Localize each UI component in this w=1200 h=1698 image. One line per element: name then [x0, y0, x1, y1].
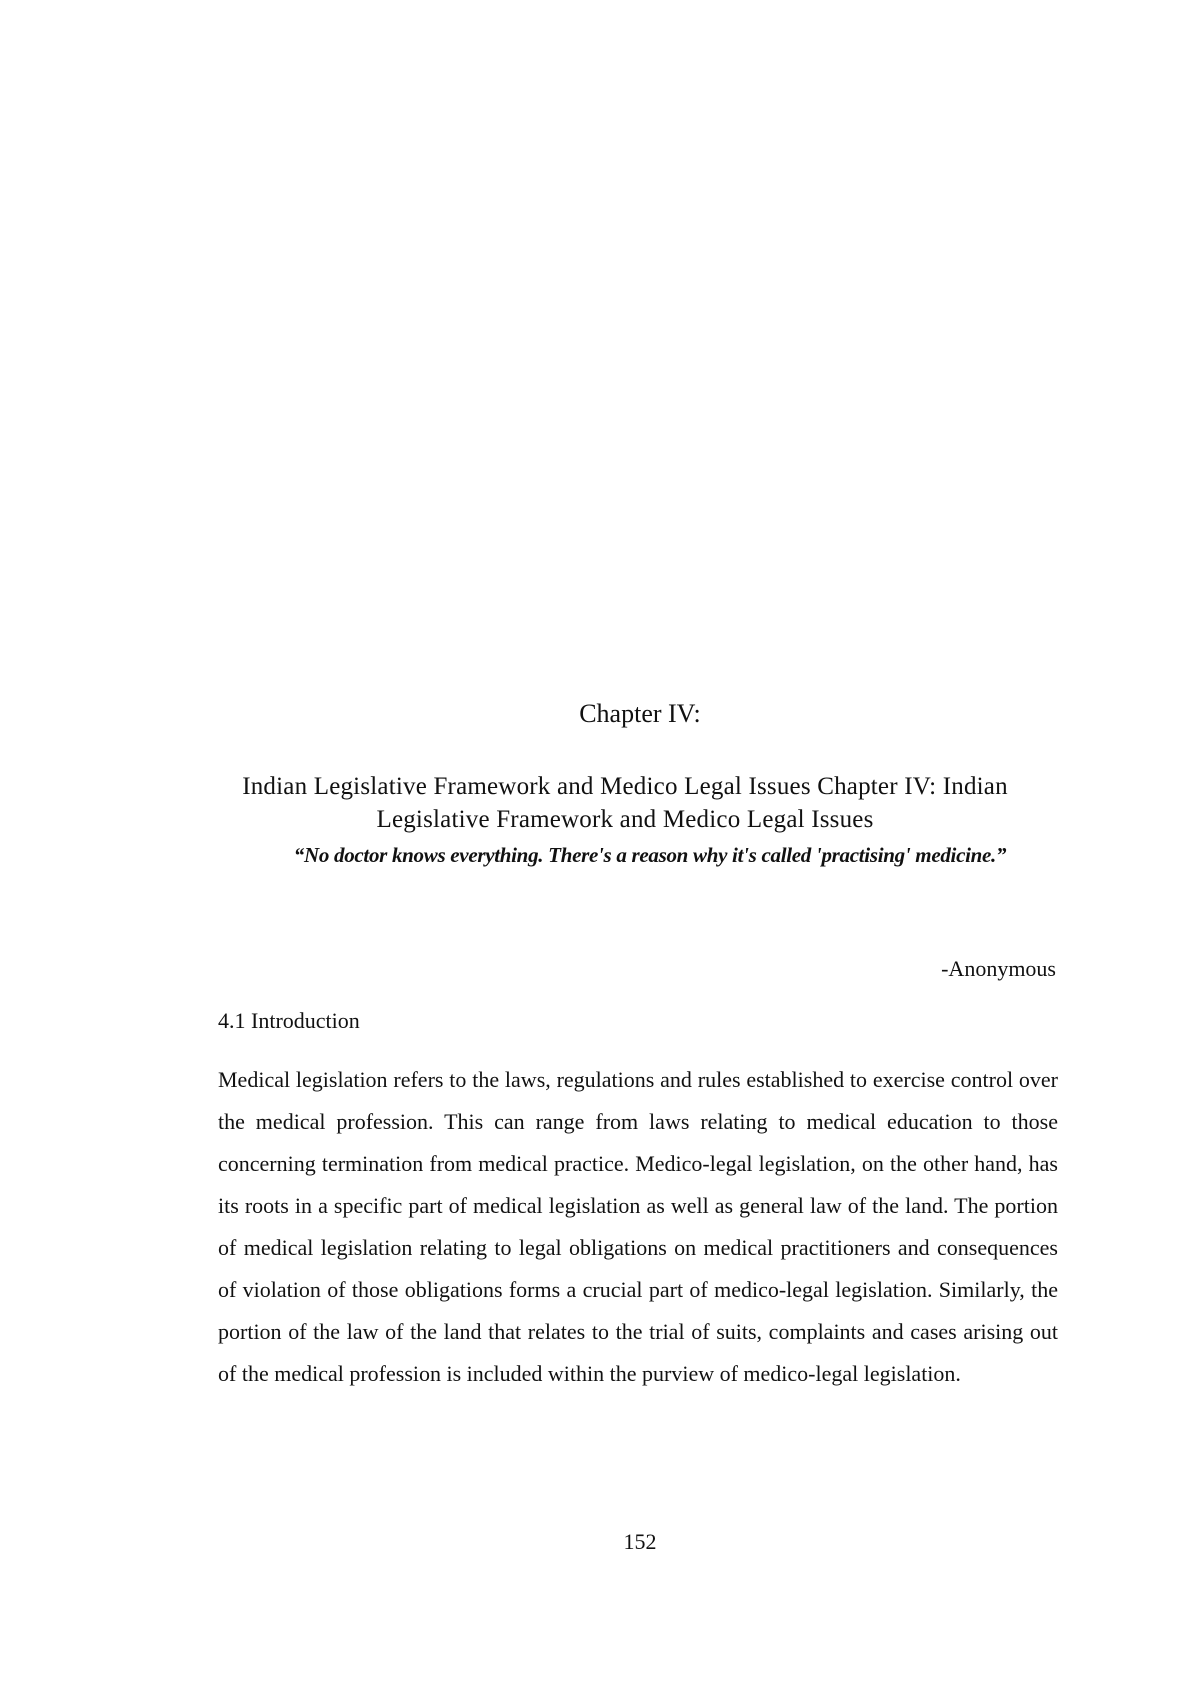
epigraph-quote: “No doctor knows everything. There's a reason why it's called 'practising' medicine.”	[293, 843, 1007, 867]
chapter-title: Indian Legislative Framework and Medico Legal Issues Chapter IV: Indian Legislative Framework and Medico Legal Issues	[242, 773, 1008, 833]
quote-attribution: -Anonymous	[941, 956, 1056, 981]
page-number: 152	[623, 1529, 657, 1554]
body-paragraph: Medical legislation refers to the laws, regulations and rules established to exercise control over the medical profession. This can range from laws relating to medical education to those concerning termination from medical practice. Medico-legal legislation, on the other hand, has its roots in a specific part of medical legislation as well as general law of the land. The portion of medical legislation relating to legal obligations on medical practitioners and consequences of violation of those obligations forms a crucial part of medico-legal legislation. Similarly, the portion of the law of the land that relates to the trial of suits, complaints and cases arising out of the medical profession is included within the purview of medico-legal legislation.	[218, 1067, 1058, 1386]
section-heading: 4.1 Introduction	[218, 1008, 360, 1033]
chapter-label: Chapter IV:	[579, 699, 701, 728]
